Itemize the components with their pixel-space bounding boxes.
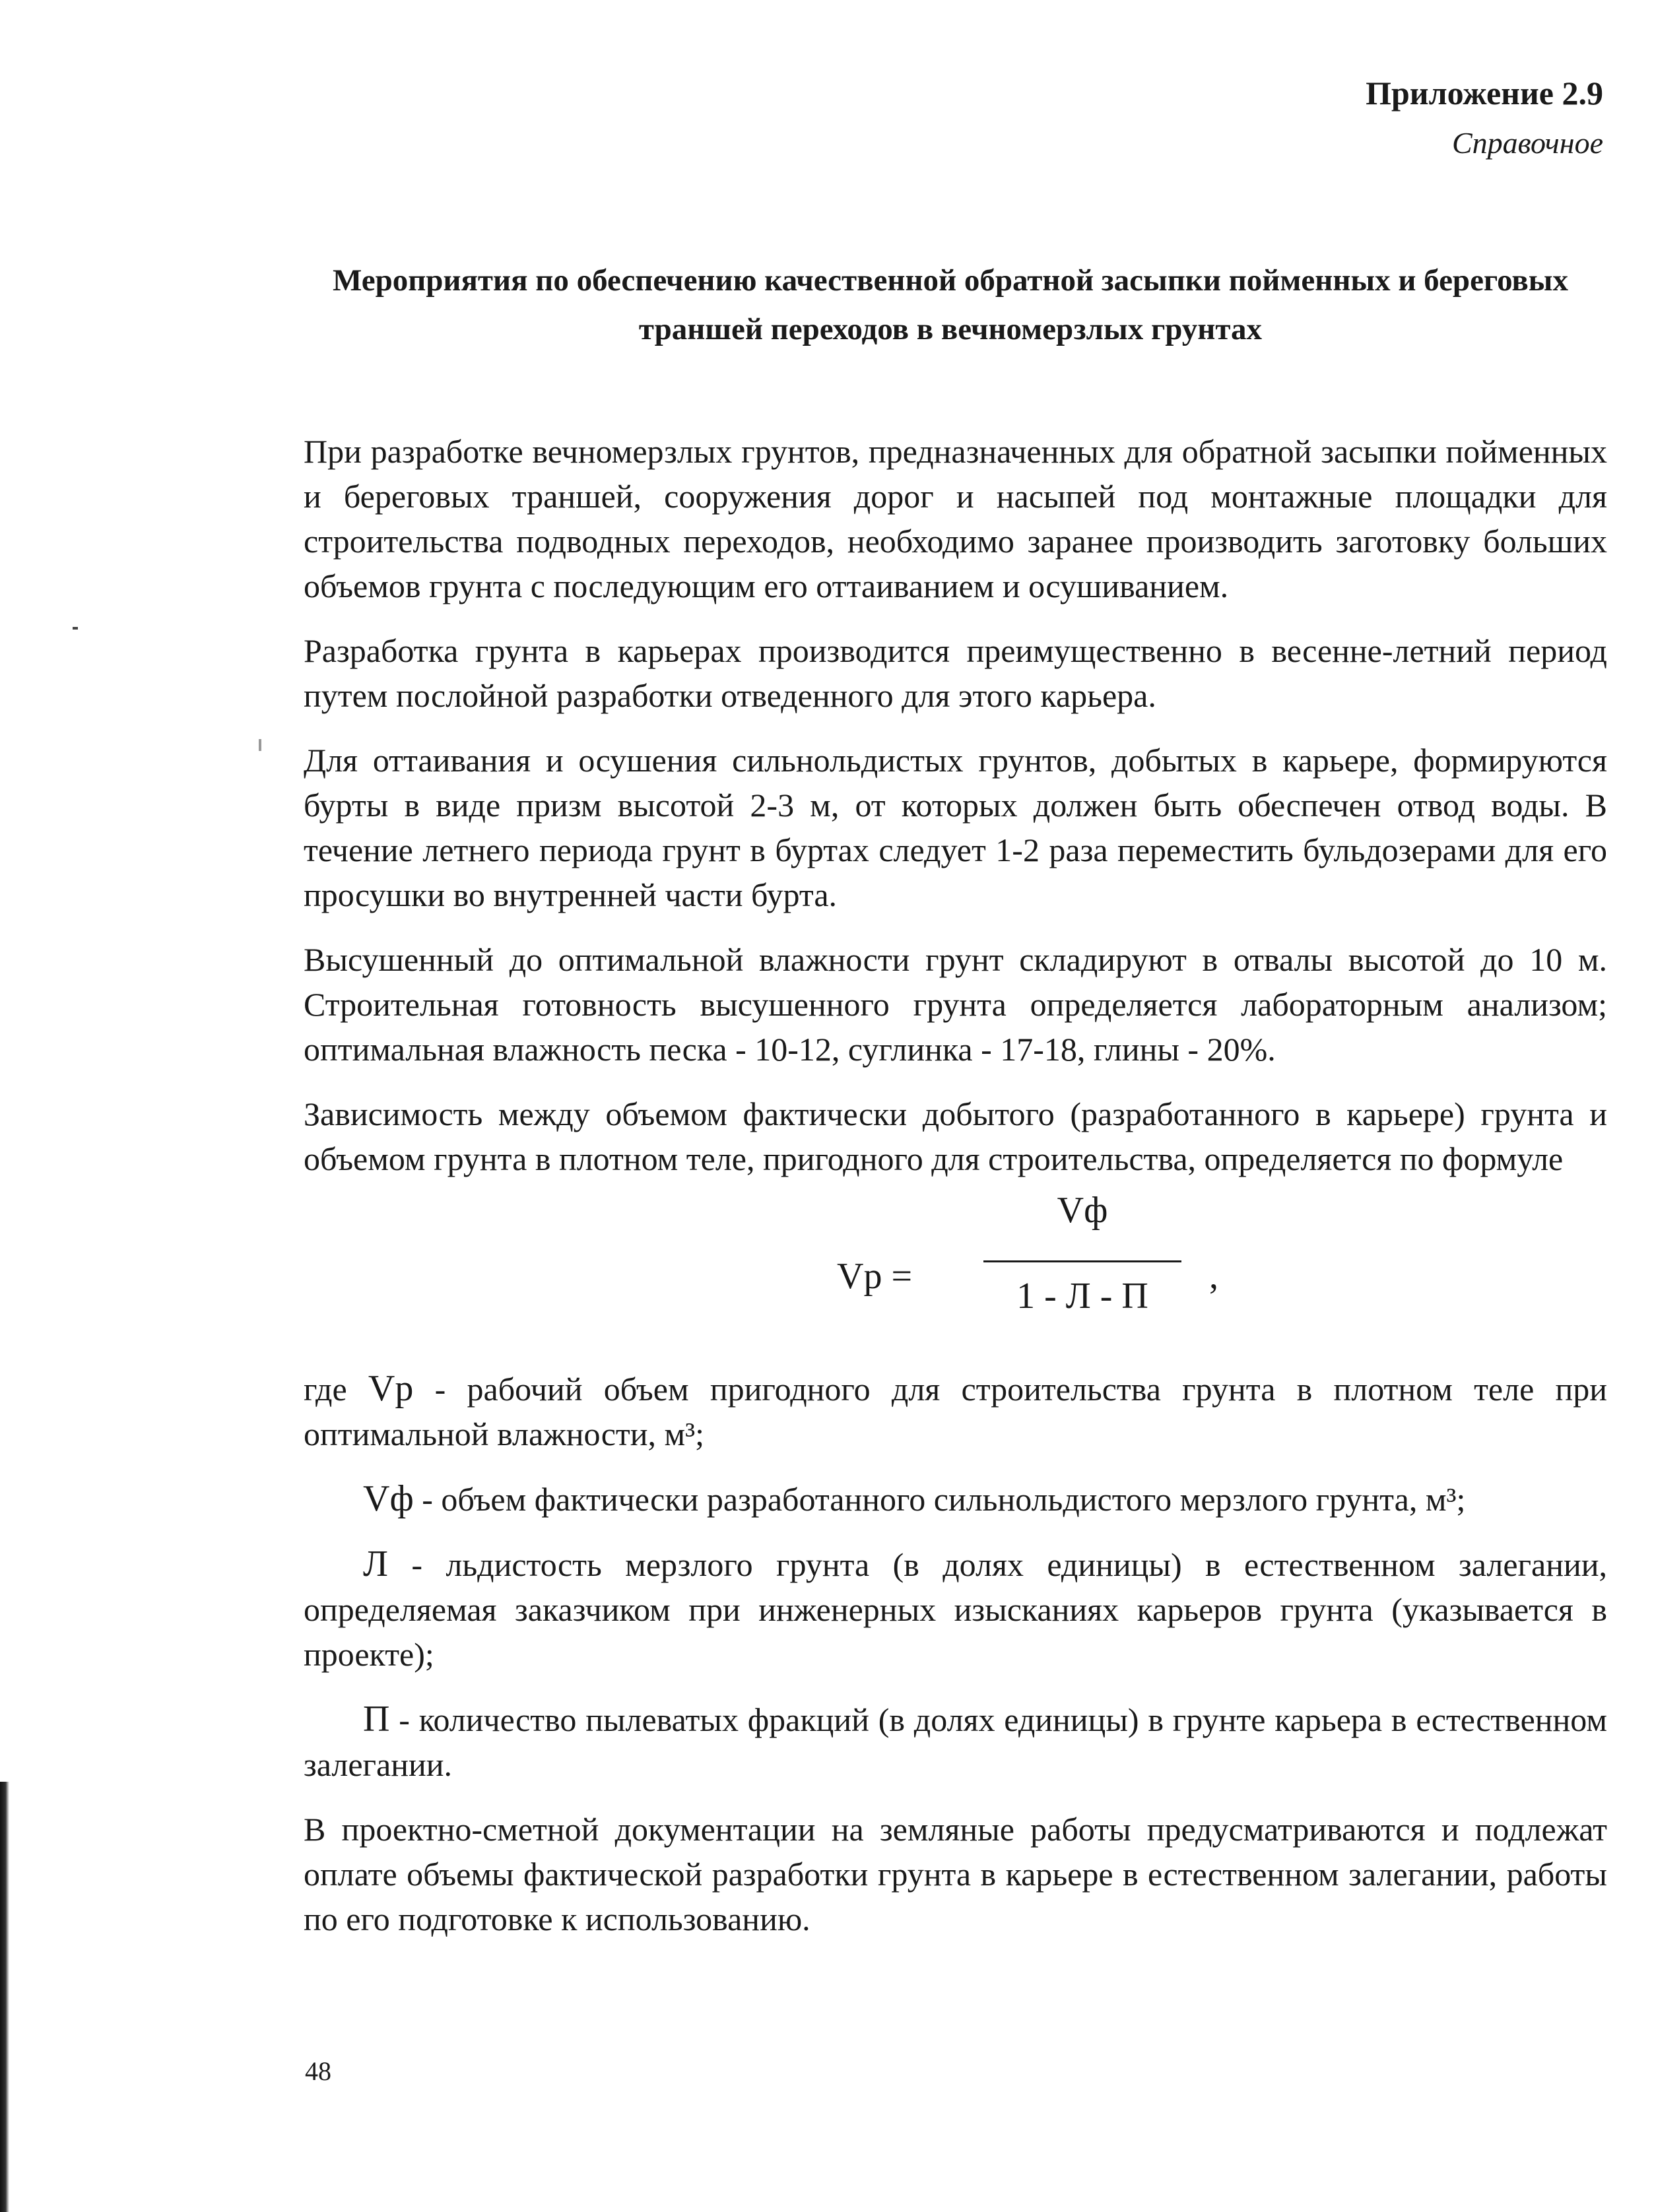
document-title: Мероприятия по обеспечению качественной обратной засыпки пойменных и береговых траншей переходов в вечномерзлых грунтах bbox=[332, 263, 1569, 346]
definition-vr bbox=[304, 1366, 1607, 1456]
definition-prefix: где bbox=[304, 1371, 347, 1408]
definition-symbol: Vф bbox=[363, 1478, 414, 1519]
scan-speck bbox=[73, 627, 78, 630]
formula bbox=[304, 1188, 1607, 1353]
definition-text: - льдистость мерзлого грунта (в долях единицы) в естественном залегании, определяемая заказчиком при инженерных изысканиях карьеров грунта (указывается в проекте); bbox=[304, 1546, 1607, 1673]
scan-edge-artifact bbox=[0, 1782, 9, 2212]
definition-symbol: П bbox=[363, 1699, 390, 1740]
appendix-type: Справочное bbox=[1451, 126, 1603, 160]
paragraph: Для оттаивания и осушения сильнольдистых грунтов, добытых в карьере, формируются бурты в виде призм высотой 2-3 м, от которых должен быть обеспечен отвод воды. В течение летнего периода грунт в буртах следует 1-2 раза переместить бульдозерами для его просушки во внутренней части бурта. bbox=[304, 742, 1607, 913]
definition-symbol: Vр bbox=[368, 1368, 414, 1409]
definition-text: - количество пылеватых фракций (в долях единицы) в грунте карьера в естественном залегании. bbox=[304, 1701, 1607, 1783]
formula-denominator: 1 - Л - П bbox=[1016, 1276, 1148, 1317]
appendix-label: Приложение 2.9 bbox=[1366, 75, 1603, 112]
paragraph: Высушенный до оптимальной влажности грунт складируют в отвалы высотой до 10 м. Строительная готовность высушенного грунта определяется лабораторным анализом; оптимальная влажность песка - 10-12, суглинка - 17-18, глины - 20%. bbox=[304, 941, 1607, 1068]
formula-lhs: Vр = bbox=[837, 1256, 913, 1297]
fraction-bar bbox=[983, 1260, 1181, 1262]
paragraph: Зависимость между объемом фактически добытого (разработанного в карьере) грунта и объемом грунта в плотном теле, пригодного для строительства, определяется по формуле bbox=[304, 1095, 1607, 1177]
paragraph: При разработке вечномерзлых грунтов, предназначенных для обратной засыпки пойменных и береговых траншей, сооружения дорог и насыпей под монтажные площадки для строительства подводных переходов, необходимо заранее производить заготовку больших объемов грунта с последующим его оттаиванием и осушиванием. bbox=[304, 433, 1607, 604]
formula-comma: , bbox=[1209, 1256, 1218, 1297]
definition-p bbox=[304, 1697, 1607, 1787]
page-number: 48 bbox=[305, 2056, 331, 2086]
paragraph: В проектно-сметной документации на земляные работы предусматриваются и подлежат оплате объемы фактической разработки грунта в карьере в естественном залегании, работы по его подготовке к использованию. bbox=[304, 1811, 1607, 1937]
definition-text: - объем фактически разработанного сильнольдистого мерзлого грунта, м³; bbox=[422, 1481, 1466, 1518]
definition-text: - рабочий объем пригодного для строительства грунта в плотном теле при оптимальной влажности, м³; bbox=[304, 1371, 1608, 1452]
document-body bbox=[304, 429, 1607, 1961]
paragraph: Разработка грунта в карьерах производится преимущественно в весенне-летний период путем послойной разработки отведенного для этого карьера. bbox=[304, 632, 1607, 714]
definition-vf bbox=[304, 1476, 1607, 1522]
scan-speck bbox=[259, 739, 261, 751]
definition-symbol: Л bbox=[363, 1544, 388, 1584]
formula-numerator: Vф bbox=[1057, 1190, 1108, 1231]
definition-l bbox=[304, 1542, 1607, 1677]
